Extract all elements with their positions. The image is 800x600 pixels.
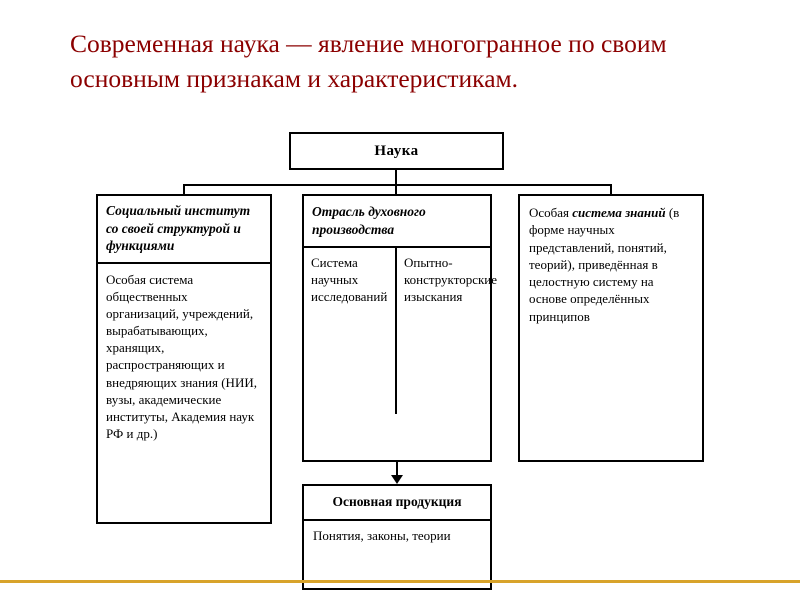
node-system-of-knowledge — [518, 194, 704, 462]
node-main-production-header: Основная продукция — [304, 486, 490, 521]
column-experimental-design: Опытно-конструкторские изыскания — [404, 255, 498, 305]
node-social-institution-body: Особая система общественных организаций, учреждений, вырабатывающих, хранящих, распространяющих и внедряющих знания (НИИ, вузы, академические институты, Академия наук РФ и др.) — [106, 271, 257, 442]
knowledge-tail: (в форме научных представлений, понятий, теорий), приведённая в целостную систему на основе определённых принципов — [529, 205, 680, 324]
knowledge-lead: Особая — [529, 205, 573, 220]
node-system-of-knowledge-text — [520, 196, 702, 333]
node-spiritual-production — [302, 194, 498, 462]
connector-root-bus — [183, 184, 611, 186]
node-science — [289, 132, 504, 170]
connector-to-social — [183, 184, 185, 194]
connector-to-branch — [395, 184, 397, 194]
diagram-canvas — [86, 132, 714, 552]
arrow-down-icon — [391, 475, 403, 484]
node-main-production — [302, 484, 492, 590]
column-scientific-research: Система научных исследований — [304, 248, 397, 414]
node-spiritual-production-columns — [304, 248, 498, 414]
node-social-institution — [96, 194, 272, 524]
connector-branch-to-production — [396, 462, 398, 475]
connector-root-stem — [395, 170, 397, 184]
node-spiritual-production-header: Отрасль духовного производства — [304, 196, 490, 248]
bottom-accent-line — [0, 580, 800, 583]
node-science-label: Наука — [374, 143, 419, 159]
node-main-production-body: Понятия, законы, теории — [313, 527, 451, 543]
connector-to-knowledge — [610, 184, 612, 194]
knowledge-emphasis: система знаний — [572, 205, 666, 220]
page-title: Современная наука — явление многогранное по своим основным признакам и характеристикам. — [70, 29, 667, 94]
node-social-institution-header: Социальный институт со своей структурой и функциями — [98, 196, 270, 264]
